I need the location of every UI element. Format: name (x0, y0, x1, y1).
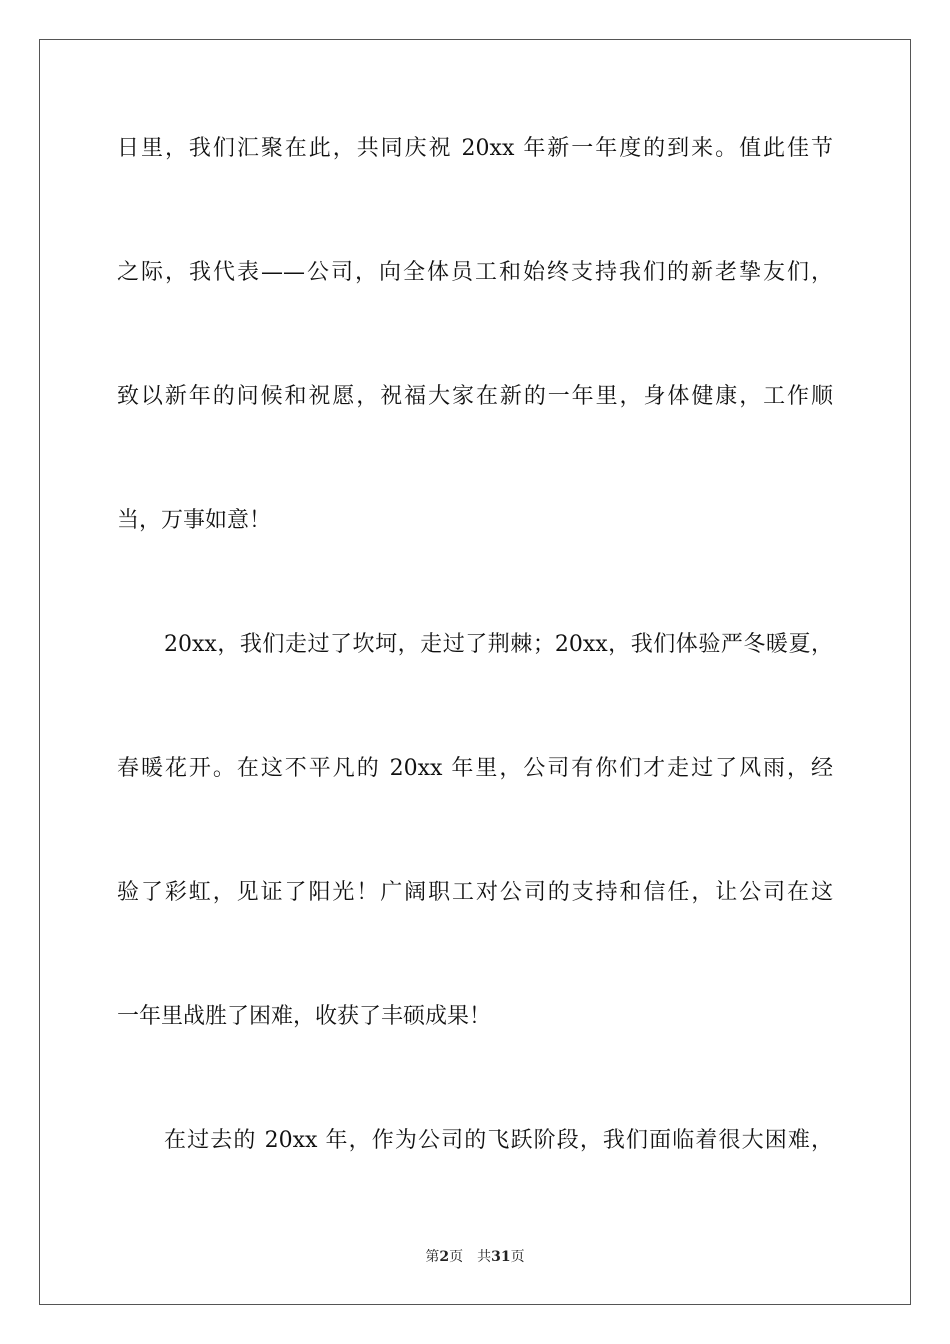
text-line-2: 之际，我代表——公司，向全体员工和始终支持我们的新老挚友们， (117, 260, 833, 285)
page-footer (0, 1246, 950, 1266)
total-prefix: 共 (477, 1249, 492, 1265)
document-body (117, 118, 833, 1234)
text-line-6: 春暖花开。在这不平凡的 20xx 年里，公司有你们才走过了风雨，经 (117, 756, 833, 781)
text-line-9: 在过去的 20xx 年，作为公司的飞跃阶段，我们面临着很大困难， (164, 1128, 833, 1153)
page-number: 2 (439, 1249, 450, 1265)
text-line-7: 验了彩虹，见证了阳光！广阔职工对公司的支持和信任，让公司在这 (117, 880, 833, 905)
total-suffix: 页 (510, 1249, 525, 1265)
text-line-1: 日里，我们汇聚在此，共同庆祝 20xx 年新一年度的到来。值此佳节 (117, 136, 833, 161)
text-line-4: 当，万事如意！ (117, 508, 272, 533)
text-line-3: 致以新年的问候和祝愿，祝福大家在新的一年里，身体健康，工作顺 (117, 384, 833, 409)
page-prefix: 第 (425, 1249, 440, 1265)
text-line-8: 一年里战胜了困难，收获了丰硕成果！ (117, 1004, 492, 1029)
text-line-5: 20xx，我们走过了坎坷，走过了荆棘；20xx，我们体验严冬暖夏， (164, 632, 833, 657)
total-pages: 31 (491, 1249, 511, 1265)
page-suffix: 页 (449, 1249, 464, 1265)
